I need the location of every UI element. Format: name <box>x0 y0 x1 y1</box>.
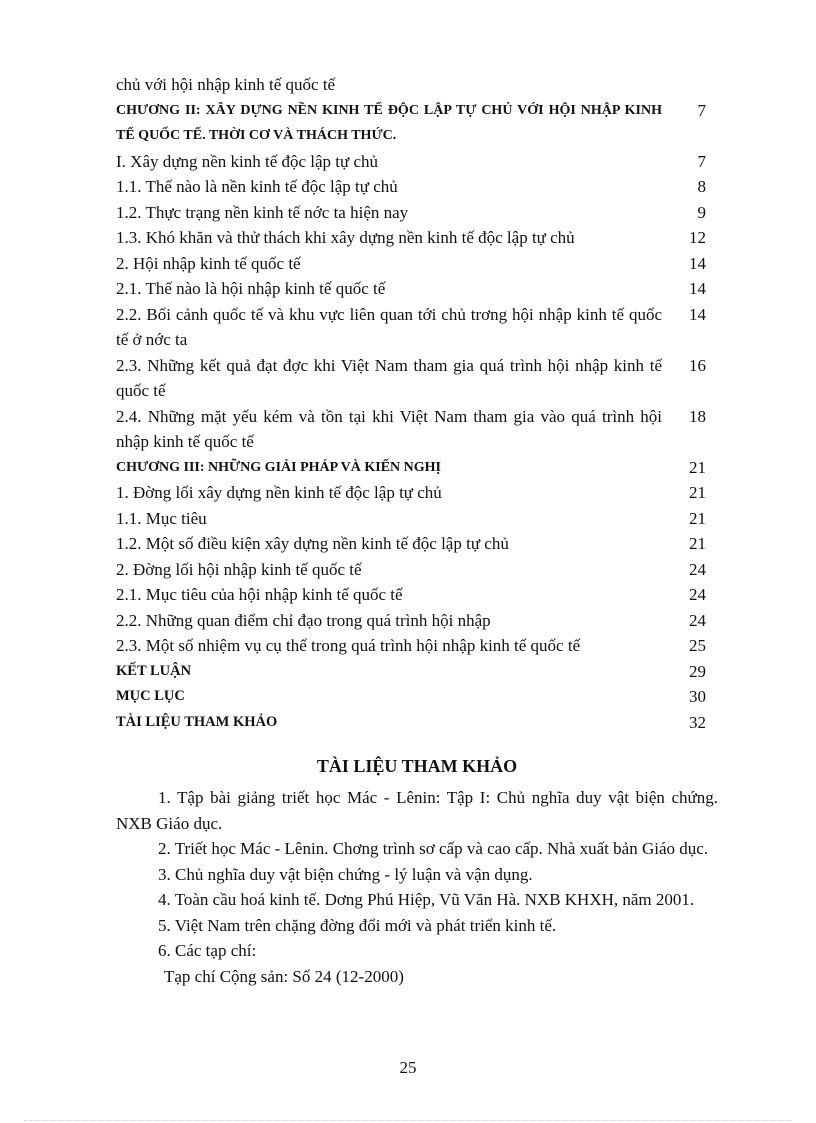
toc-row <box>116 633 714 659</box>
toc-row-chapter <box>116 98 714 149</box>
toc-page-number: 21 <box>689 483 706 502</box>
toc-page-number: 21 <box>689 534 706 553</box>
toc-entry-text: 1.3. Khó khăn và thử thách khi xây dựng nền kinh tế độc lập tự chủ <box>116 228 575 247</box>
toc-page-number: 12 <box>689 228 706 247</box>
reference-item: 1. Tập bài giảng triết học Mác - Lênin: Tập I: Chủ nghĩa duy vật biện chứng. NXB Giáo dục. <box>116 788 718 833</box>
toc-entry-text: 2.3. Những kết quả đạt đợc khi Việt Nam tham gia quá trình hội nhập kinh tế quốc tế <box>116 355 662 400</box>
page-bottom-divider <box>24 1120 792 1121</box>
toc-page-number: 24 <box>689 610 706 630</box>
toc-row <box>116 480 714 506</box>
reference-item: 3. Chủ nghĩa duy vật biện chứng - lý luận và vận dụng. <box>158 864 533 884</box>
toc-page-number: 30 <box>689 687 706 706</box>
toc-page-number: 18 <box>689 406 706 426</box>
toc-page-number: 21 <box>689 457 706 477</box>
toc-page-number: 8 <box>697 177 706 196</box>
toc-entry-text: 2.1. Mục tiêu của hội nhập kinh tế quốc tế <box>116 585 403 604</box>
table-of-contents <box>116 72 714 735</box>
toc-row <box>116 72 714 98</box>
toc-entry-text: MỤC LỤC <box>116 688 185 704</box>
toc-entry-text: 1.2. Một số điều kiện xây dựng nền kinh tế độc lập tự chủ <box>116 534 509 553</box>
toc-page-number: 24 <box>689 585 706 604</box>
toc-entry-text: CHƯƠNG III: NHỮNG GIẢI PHÁP VÀ KIẾN NGHỊ <box>116 459 442 475</box>
reference-sub-item: Tạp chí Cộng sản: Số 24 (12-2000) <box>164 966 404 986</box>
toc-page-number: 25 <box>689 636 706 655</box>
reference-item: 6. Các tạp chí: <box>158 941 257 960</box>
toc-page-number: 14 <box>689 279 706 298</box>
toc-entry-text: chủ với hội nhập kinh tế quốc tế <box>116 75 336 94</box>
toc-page-number: 21 <box>689 508 706 528</box>
toc-row <box>116 276 714 302</box>
toc-entry-text: 1.2. Thực trạng nền kinh tế nớc ta hiện nay <box>116 202 409 222</box>
toc-entry-text: 1.1. Mục tiêu <box>116 508 207 528</box>
reference-item: 2. Triết học Mác - Lênin. Chơng trình sơ cấp và cao cấp. Nhà xuất bản Giáo dục. <box>158 839 709 858</box>
toc-entry-text: 2.1. Thế nào là hội nhập kinh tế quốc tế <box>116 279 386 298</box>
toc-row <box>116 531 714 557</box>
toc-page-number: 14 <box>689 253 706 273</box>
toc-entry-text: KẾT LUẬN <box>116 662 192 679</box>
toc-row-chapter <box>116 455 714 481</box>
toc-page-number: 24 <box>689 559 706 579</box>
toc-row <box>116 200 714 226</box>
toc-page-number: 29 <box>689 661 706 681</box>
toc-row <box>116 608 714 634</box>
toc-page-number: 7 <box>697 151 706 171</box>
toc-entry-text: 2.4. Những mặt yếu kém và tồn tại khi Việt Nam tham gia vào quá trình hội nhập kinh tế quốc tế <box>116 406 662 451</box>
toc-entry-text: I. Xây dựng nền kinh tế độc lập tự chủ <box>116 151 379 171</box>
toc-entry-text: 1.1. Thế nào là nền kinh tế độc lập tự chủ <box>116 177 398 196</box>
toc-row-section <box>116 684 714 710</box>
toc-row <box>116 353 714 404</box>
toc-page-number: 32 <box>689 712 706 732</box>
toc-page-number: 9 <box>697 202 706 222</box>
toc-row <box>116 582 714 608</box>
toc-page-number: 16 <box>689 355 706 375</box>
toc-page-number: 7 <box>697 100 706 120</box>
toc-entry-text: 2.2. Bối cảnh quốc tế và khu vực liên quan tới chủ trơng hội nhập kinh tế quốc tế ở nớc ta <box>116 304 662 349</box>
toc-entry-text: 2.3. Một số nhiệm vụ cụ thể trong quá trình hội nhập kinh tế quốc tế <box>116 636 581 655</box>
toc-row <box>116 404 714 455</box>
toc-entry-text: CHƯƠNG II: XÂY DỰNG NỀN KINH TẾ ĐỘC LẬP TỰ CHỦ VỚI HỘI NHẬP KINH TẾ QUỐC TẾ. THỜI CƠ VÀ THÁCH THỨC. <box>116 102 662 143</box>
toc-page-number: 14 <box>689 304 706 324</box>
page-number: 25 <box>399 1058 417 1077</box>
references-section <box>116 753 718 989</box>
reference-item: 4. Toàn cầu hoá kinh tế. Dơng Phú Hiệp, Vũ Văn Hà. NXB KHXH, năm 2001. <box>158 890 695 909</box>
toc-row <box>116 506 714 532</box>
references-heading: TÀI LIỆU THAM KHẢO <box>316 756 518 776</box>
toc-entry-text: TÀI LIỆU THAM KHẢO <box>116 713 278 730</box>
toc-entry-text: 2. Hội nhập kinh tế quốc tế <box>116 253 301 273</box>
toc-row <box>116 251 714 277</box>
toc-row <box>116 149 714 175</box>
toc-row-section <box>116 710 714 736</box>
toc-row <box>116 557 714 583</box>
toc-row <box>116 225 714 251</box>
toc-entry-text: 1. Đờng lối xây dựng nền kinh tế độc lập tự chủ <box>116 483 442 502</box>
toc-row <box>116 174 714 200</box>
toc-row <box>116 302 714 353</box>
toc-entry-text: 2.2. Những quan điểm chỉ đạo trong quá trình hội nhập <box>116 610 491 630</box>
toc-entry-text: 2. Đờng lối hội nhập kinh tế quốc tế <box>116 559 362 579</box>
reference-item: 5. Việt Nam trên chặng đờng đổi mới và phát triển kinh tế. <box>158 915 557 935</box>
toc-row-section <box>116 659 714 685</box>
